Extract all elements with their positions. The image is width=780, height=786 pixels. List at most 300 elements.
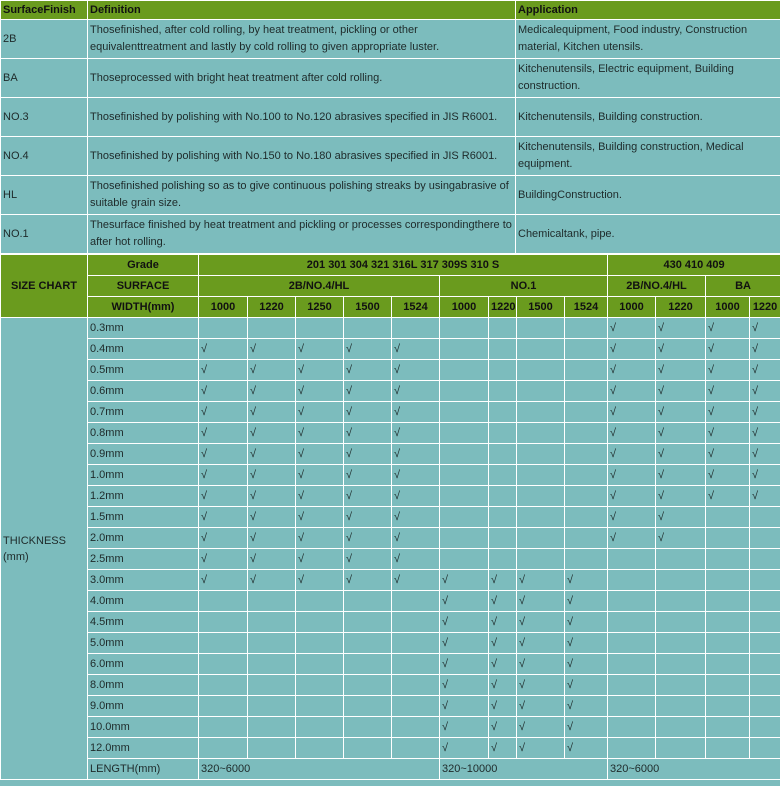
thickness-value: 6.0mm [88,654,199,675]
availability-cell [248,381,296,402]
availability-cell [248,465,296,486]
availability-cell [199,528,248,549]
availability-cell [248,402,296,423]
availability-cell [706,612,750,633]
availability-cell [656,675,706,696]
width-value: 1500 [344,297,392,318]
availability-cell [750,381,780,402]
check-mark-icon: √ [491,595,498,607]
availability-cell [199,738,248,759]
availability-cell [750,675,780,696]
availability-cell [706,423,750,444]
availability-cell [344,465,392,486]
availability-cell [517,528,565,549]
availability-cell [248,318,296,339]
availability-cell [440,381,489,402]
check-mark-icon: √ [394,448,401,460]
availability-cell [248,549,296,570]
availability-cell [489,696,517,717]
availability-cell [750,528,780,549]
availability-cell [608,507,656,528]
width-row [1,297,780,318]
availability-cell [656,507,706,528]
finish-definition: Thoseprocessed with bright heat treatment after cold rolling. [88,59,516,98]
availability-cell [199,570,248,591]
check-mark-icon: √ [519,574,526,586]
availability-cell [199,486,248,507]
availability-cell [440,360,489,381]
availability-cell [392,402,440,423]
availability-cell [750,738,780,759]
header-surface-finish: SurfaceFinish [1,1,88,20]
check-mark-icon: √ [752,490,759,502]
check-mark-icon: √ [394,553,401,565]
thickness-row [1,507,780,528]
availability-cell [344,507,392,528]
availability-cell [706,654,750,675]
availability-cell [517,738,565,759]
availability-cell [656,528,706,549]
finish-table-header [1,1,780,20]
availability-cell [706,528,750,549]
availability-cell [344,528,392,549]
availability-cell [199,465,248,486]
availability-cell [656,339,706,360]
availability-cell [750,465,780,486]
availability-cell [489,675,517,696]
check-mark-icon: √ [346,511,353,523]
availability-cell [656,318,706,339]
availability-cell [608,465,656,486]
availability-cell [517,633,565,654]
availability-cell [706,507,750,528]
surface-finish-table [0,0,780,254]
availability-cell [440,549,489,570]
check-mark-icon: √ [519,595,526,607]
availability-cell [517,570,565,591]
availability-cell [489,591,517,612]
availability-cell [517,423,565,444]
thickness-value: 5.0mm [88,633,199,654]
check-mark-icon: √ [658,322,665,334]
check-mark-icon: √ [346,427,353,439]
check-mark-icon: √ [394,532,401,544]
check-mark-icon: √ [394,343,401,355]
availability-cell [392,486,440,507]
finish-application: BuildingConstruction. [516,176,780,215]
finish-row [1,98,780,137]
check-mark-icon: √ [491,637,498,649]
check-mark-icon: √ [394,511,401,523]
thickness-value: 4.0mm [88,591,199,612]
check-mark-icon: √ [250,406,257,418]
availability-cell [392,528,440,549]
availability-cell [296,591,344,612]
availability-cell [750,717,780,738]
check-mark-icon: √ [298,469,305,481]
availability-cell [344,696,392,717]
check-mark-icon: √ [298,364,305,376]
availability-cell [440,654,489,675]
check-mark-icon: √ [752,322,759,334]
availability-cell [248,339,296,360]
availability-cell [750,591,780,612]
grade-row [1,255,780,276]
availability-cell [392,423,440,444]
check-mark-icon: √ [346,553,353,565]
availability-cell [608,339,656,360]
thickness-row [1,570,780,591]
availability-cell [199,318,248,339]
availability-cell [608,360,656,381]
availability-cell [750,633,780,654]
check-mark-icon: √ [658,490,665,502]
check-mark-icon: √ [250,574,257,586]
availability-cell [296,339,344,360]
availability-cell [248,612,296,633]
width-label: WIDTH(mm) [88,297,199,318]
availability-cell [517,654,565,675]
finish-finish: NO.3 [1,98,88,137]
availability-cell [392,717,440,738]
availability-cell [440,444,489,465]
availability-cell [344,738,392,759]
check-mark-icon: √ [658,364,665,376]
check-mark-icon: √ [298,532,305,544]
availability-cell [296,675,344,696]
availability-cell [565,381,608,402]
availability-cell [248,486,296,507]
check-mark-icon: √ [567,574,574,586]
width-value: 1524 [392,297,440,318]
availability-cell [199,339,248,360]
availability-cell [750,423,780,444]
thickness-row [1,381,780,402]
check-mark-icon: √ [567,721,574,733]
availability-cell [608,549,656,570]
availability-cell [517,318,565,339]
thickness-value: 12.0mm [88,738,199,759]
check-mark-icon: √ [250,448,257,460]
availability-cell [199,360,248,381]
finish-application: Medicalequipment, Food industry, Construction material, Kitchen utensils. [516,20,780,59]
availability-cell [608,654,656,675]
availability-cell [344,360,392,381]
check-mark-icon: √ [201,385,208,397]
width-value: 1220 [656,297,706,318]
availability-cell [489,423,517,444]
surface-2b: 2B/NO.4/HL [199,276,440,297]
availability-cell [296,549,344,570]
check-mark-icon: √ [394,469,401,481]
availability-cell [608,696,656,717]
availability-cell [489,570,517,591]
availability-cell [440,696,489,717]
availability-cell [656,360,706,381]
availability-cell [517,591,565,612]
thickness-row [1,339,780,360]
availability-cell [565,633,608,654]
availability-cell [199,381,248,402]
availability-cell [440,339,489,360]
availability-cell [656,612,706,633]
check-mark-icon: √ [201,469,208,481]
availability-cell [706,360,750,381]
check-mark-icon: √ [201,343,208,355]
availability-cell [296,612,344,633]
availability-cell [392,444,440,465]
check-mark-icon: √ [708,469,715,481]
check-mark-icon: √ [201,448,208,460]
check-mark-icon: √ [567,679,574,691]
availability-cell [565,717,608,738]
availability-cell [440,612,489,633]
thickness-value: 2.0mm [88,528,199,549]
check-mark-icon: √ [752,364,759,376]
availability-cell [750,612,780,633]
availability-cell [296,402,344,423]
availability-cell [489,381,517,402]
availability-cell [392,570,440,591]
availability-cell [199,696,248,717]
check-mark-icon: √ [491,679,498,691]
check-mark-icon: √ [752,406,759,418]
check-mark-icon: √ [250,511,257,523]
check-mark-icon: √ [394,406,401,418]
check-mark-icon: √ [442,616,449,628]
availability-cell [344,570,392,591]
thickness-row [1,591,780,612]
availability-cell [489,738,517,759]
availability-cell [296,486,344,507]
thickness-value: 0.5mm [88,360,199,381]
availability-cell [440,486,489,507]
availability-cell [517,360,565,381]
finish-finish: NO.4 [1,137,88,176]
thickness-value: 0.6mm [88,381,199,402]
availability-cell [296,360,344,381]
availability-cell [565,549,608,570]
availability-cell [608,528,656,549]
availability-cell [489,633,517,654]
check-mark-icon: √ [394,574,401,586]
thickness-row [1,528,780,549]
availability-cell [656,444,706,465]
availability-cell [706,717,750,738]
availability-cell [440,318,489,339]
availability-cell [296,738,344,759]
check-mark-icon: √ [298,574,305,586]
check-mark-icon: √ [708,364,715,376]
availability-cell [440,528,489,549]
availability-cell [517,675,565,696]
availability-cell [344,717,392,738]
check-mark-icon: √ [442,742,449,754]
thickness-value: 1.2mm [88,486,199,507]
availability-cell [706,339,750,360]
availability-cell [199,507,248,528]
availability-cell [706,549,750,570]
availability-cell [608,738,656,759]
availability-cell [296,633,344,654]
availability-cell [248,654,296,675]
availability-cell [517,696,565,717]
availability-cell [608,444,656,465]
thickness-value: 4.5mm [88,612,199,633]
check-mark-icon: √ [442,637,449,649]
availability-cell [296,717,344,738]
availability-cell [199,423,248,444]
check-mark-icon: √ [250,490,257,502]
width-value: 1220 [248,297,296,318]
availability-cell [440,717,489,738]
availability-cell [392,318,440,339]
availability-cell [392,633,440,654]
check-mark-icon: √ [567,616,574,628]
availability-cell [608,591,656,612]
check-mark-icon: √ [610,532,617,544]
availability-cell [199,444,248,465]
check-mark-icon: √ [567,658,574,670]
availability-cell [517,465,565,486]
thickness-value: 1.5mm [88,507,199,528]
availability-cell [750,339,780,360]
availability-cell [565,591,608,612]
check-mark-icon: √ [491,658,498,670]
width-value: 1524 [565,297,608,318]
check-mark-icon: √ [346,469,353,481]
thickness-value: 8.0mm [88,675,199,696]
thickness-row [1,486,780,507]
availability-cell [296,318,344,339]
check-mark-icon: √ [519,637,526,649]
check-mark-icon: √ [610,322,617,334]
check-mark-icon: √ [752,469,759,481]
check-mark-icon: √ [201,490,208,502]
availability-cell [489,402,517,423]
availability-cell [392,654,440,675]
thickness-row [1,465,780,486]
availability-cell [517,339,565,360]
check-mark-icon: √ [752,385,759,397]
availability-cell [608,402,656,423]
thickness-row [1,423,780,444]
availability-cell [565,465,608,486]
availability-cell [565,738,608,759]
availability-cell [706,696,750,717]
check-mark-icon: √ [519,679,526,691]
thickness-value: 1.0mm [88,465,199,486]
availability-cell [656,717,706,738]
check-mark-icon: √ [658,385,665,397]
availability-cell [248,507,296,528]
availability-cell [296,696,344,717]
availability-cell [608,633,656,654]
length-row [1,759,780,780]
availability-cell [248,633,296,654]
check-mark-icon: √ [610,385,617,397]
availability-cell [750,696,780,717]
check-mark-icon: √ [658,427,665,439]
check-mark-icon: √ [250,343,257,355]
availability-cell [706,318,750,339]
width-value: 1000 [608,297,656,318]
availability-cell [489,318,517,339]
availability-cell [440,570,489,591]
availability-cell [440,633,489,654]
check-mark-icon: √ [298,448,305,460]
check-mark-icon: √ [567,595,574,607]
availability-cell [248,675,296,696]
width-value: 1000 [440,297,489,318]
check-mark-icon: √ [610,343,617,355]
finish-definition: Thesurface finished by heat treatment and pickling or processes correspondingthere to after hot rolling. [88,215,516,254]
check-mark-icon: √ [394,490,401,502]
length-no1: 320~10000 [440,759,608,780]
availability-cell [248,717,296,738]
check-mark-icon: √ [491,700,498,712]
check-mark-icon: √ [250,553,257,565]
availability-cell [565,318,608,339]
availability-cell [296,654,344,675]
thickness-value: 0.8mm [88,423,199,444]
availability-cell [489,465,517,486]
thickness-row [1,696,780,717]
availability-cell [344,549,392,570]
availability-cell [440,465,489,486]
check-mark-icon: √ [442,595,449,607]
availability-cell [608,675,656,696]
availability-cell [392,696,440,717]
availability-cell [706,570,750,591]
availability-cell [199,675,248,696]
check-mark-icon: √ [250,385,257,397]
thickness-value: 0.3mm [88,318,199,339]
check-mark-icon: √ [298,490,305,502]
check-mark-icon: √ [346,385,353,397]
check-mark-icon: √ [610,448,617,460]
availability-cell [517,381,565,402]
availability-cell [608,381,656,402]
availability-cell [489,654,517,675]
availability-cell [248,360,296,381]
availability-cell [489,717,517,738]
finish-row [1,215,780,254]
availability-cell [199,654,248,675]
availability-cell [199,591,248,612]
availability-cell [199,612,248,633]
availability-cell [199,549,248,570]
availability-cell [248,423,296,444]
check-mark-icon: √ [394,427,401,439]
availability-cell [565,444,608,465]
width-value: 1000 [199,297,248,318]
availability-cell [344,381,392,402]
availability-cell [608,717,656,738]
availability-cell [608,570,656,591]
check-mark-icon: √ [201,553,208,565]
availability-cell [517,486,565,507]
availability-cell [392,549,440,570]
availability-cell [608,318,656,339]
check-mark-icon: √ [201,427,208,439]
thickness-label: THICKNESS (mm) [1,318,88,780]
availability-cell [248,738,296,759]
thickness-value: 0.7mm [88,402,199,423]
availability-cell [750,654,780,675]
availability-cell [565,696,608,717]
check-mark-icon: √ [610,469,617,481]
